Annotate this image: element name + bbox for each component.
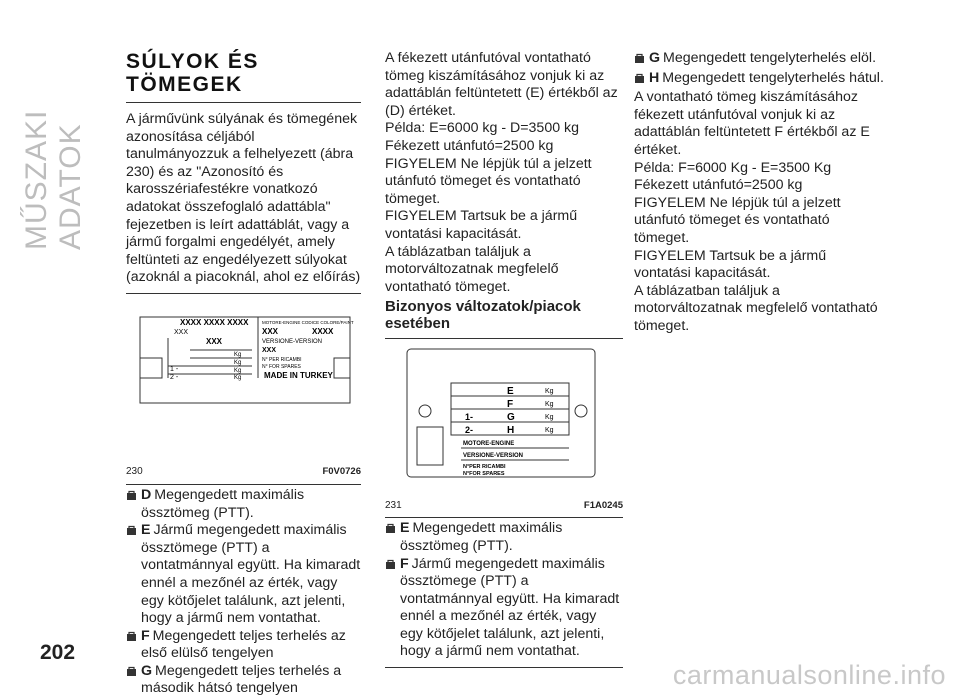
plate-row-1: 1 - (170, 365, 179, 373)
paragraph: A táblázatban találjuk a motorváltozatnak megfelelő vontatható tömeget. (634, 282, 878, 334)
paragraph: FIGYELEM Ne lépjük túl a jelzett utánfutó tömeget és vontatható tömeget. (385, 155, 592, 207)
legend-item (126, 487, 361, 522)
weight-plate-diagram (126, 312, 361, 462)
legend-item (634, 50, 884, 70)
figure-number: 230 (126, 466, 143, 478)
bullet-icon (126, 665, 138, 683)
legend-text: Jármű megengedett maximális össztömege (PTT) a vontatmánnyal együtt. Ha kimaradt ennél a mezőnél az érték, vagy egy kötőjelet találunk, azt jelenti, hogy a jármű nem vontathat. (400, 555, 620, 660)
plate-kg: Kg (234, 374, 242, 381)
figure-caption (126, 463, 361, 481)
plate-paint-xxxx: XXXX (312, 326, 334, 336)
plate-engine-xxx: XXX (262, 326, 279, 336)
plate-kg: Kg (234, 359, 242, 366)
legend-item (126, 628, 361, 663)
plate-ricambi-label: N°PER RICAMBI (463, 464, 506, 471)
plate-label-g: G (507, 412, 515, 424)
plate-kg: Kg (234, 351, 242, 358)
plate-spares-label: N° FOR SPARES (262, 363, 301, 370)
bullet-icon (126, 524, 138, 542)
legend-key: E (400, 520, 410, 537)
legend-text: Megengedett teljes terhelés az első elülső tengelyen (141, 627, 346, 662)
paragraph: A fékezett utánfutóval vontatható tömeg kiszámításához vonjuk ki az adattáblán feltüntetett (E) értékből az (D) értéket. (385, 50, 618, 119)
legend-list (385, 520, 623, 661)
column-2 (385, 50, 623, 668)
paragraph: A táblázatban találjuk a motorváltozatnak megfelelő vontatható tömeget. (385, 243, 559, 295)
plate-row-1: 1- (465, 412, 474, 423)
column-3 (634, 50, 884, 336)
paragraph: Példa: F=6000 Kg - E=3500 Kg (634, 159, 832, 176)
legend-item (126, 663, 361, 698)
legend-key: G (649, 50, 661, 66)
plate-spares-label: N°FOR SPARES (463, 471, 505, 478)
figure-number: 231 (385, 499, 402, 511)
plate-hole (419, 405, 431, 417)
legend-item (385, 520, 623, 555)
bullet-icon (385, 558, 397, 576)
plate-engine-header: MOTORE-ENGINE CODICE COLORE/PAINT (262, 319, 354, 325)
plate-engine-label: MOTORE-ENGINE (463, 441, 515, 448)
legend-key: E (141, 522, 151, 539)
legend-text: Megengedett teljes terhelés a második hátsó tengelyen (141, 662, 342, 697)
paragraph: FIGYELEM Tartsuk be a jármű vontatási kapacitását. (634, 247, 827, 282)
plate-kg: Kg (234, 367, 242, 374)
bullet-icon (634, 72, 646, 90)
subheading: Bizonyos változatok/piacok esetében (385, 298, 623, 339)
legend-text: Megengedett tengelyterhelés hátul. (662, 69, 884, 86)
plate-label-f: F (507, 399, 514, 411)
plate-version-label: VERSIONE-VERSION (463, 453, 524, 460)
plate-row-2: 2- (465, 425, 474, 436)
legend-text: Jármű megengedett maximális össztömege (PTT) a vontatmánnyal együtt. Ha kimaradt ennél a mezőnél az érték, vagy egy kötőjelet találunk, azt jelenti, hogy a jármű nem vontathat. (141, 522, 361, 627)
legend-item (634, 70, 884, 90)
figure-caption (385, 497, 623, 515)
paragraph: Fékezett utánfutó=2500 kg (634, 177, 803, 194)
plate-label-h: H (507, 425, 515, 437)
plate-label-e: E (507, 386, 514, 398)
divider (385, 667, 623, 668)
legend-text: Megengedett maximális össztömeg (PTT). (400, 520, 563, 554)
plate-version-xxx: XXX (262, 346, 277, 354)
bullet-icon (126, 630, 138, 648)
legend-key: D (141, 486, 152, 503)
paragraph: Példa: E=6000 kg - D=3500 kg (385, 120, 580, 137)
section-heading: SÚLYOK ÉS TÖMEGEK (126, 50, 361, 103)
figure-code: F0V0726 (322, 466, 361, 478)
plate-version-label: VERSIONE-VERSION (262, 338, 323, 345)
plate-row-2: 2 - (170, 373, 179, 381)
plate-ricambi-label: N° PER RICAMBI (262, 356, 302, 363)
figure-231 (385, 345, 623, 518)
plate-xxx-mid: XXX (206, 336, 223, 346)
plate-kg: Kg (545, 427, 554, 435)
column-1 (126, 50, 361, 698)
legend-key: H (649, 69, 660, 86)
legend-list (126, 487, 361, 698)
plate-kg: Kg (545, 388, 554, 396)
bullet-icon (126, 489, 138, 507)
section-side-title: MŰSZAKI ADATOK (20, 109, 87, 250)
legend-text: Megengedett maximális össztömeg (PTT). (141, 486, 305, 521)
legend-item (385, 556, 623, 662)
page-number: 202 (40, 641, 76, 664)
footer-watermark: carmanualsonline.info (672, 660, 946, 690)
plate-made-in: MADE IN TURKEY (264, 370, 333, 380)
legend-text: Megengedett tengelyterhelés elöl. (663, 50, 877, 66)
bullet-icon (385, 522, 397, 540)
paragraph: FIGYELEM Tartsuk be a jármű vontatási kapacitását. (385, 208, 578, 242)
legend-item (126, 522, 361, 628)
plate-right-box (334, 358, 350, 378)
plate-kg: Kg (545, 401, 554, 409)
legend-key: F (400, 555, 409, 572)
divider (126, 293, 361, 294)
plate-xxx-small: XXX (174, 328, 189, 336)
figure-230 (126, 312, 361, 485)
paragraph: Fékezett utánfutó=2500 kg (385, 137, 554, 154)
weight-plate-diagram (385, 345, 623, 495)
plate-kg: Kg (545, 414, 554, 422)
plate-left-box (140, 358, 162, 378)
plate-left-box (417, 427, 443, 465)
legend-key: F (141, 627, 150, 644)
figure-code: F1A0245 (583, 499, 623, 511)
paragraph: A vontatható tömeg kiszámításához fékezett utánfutóval vonjuk ki az adattáblán feltüntetett F értékből az E értéket. (634, 89, 870, 158)
intro-paragraph: A járművünk súlyának és tömegének azonosítása céljából tanulmányozzuk a felhelyezett (ábra 230) és az "Azonosító és karosszériafestékre vonatkozó adatokat összefoglaló adattábla" fejezetben is leírt adattáblát, vagy a jármű forgalmi engedélyét, amely feltünteti az engedélyezett súlyokat (azoknál a piacoknál, ahol ez előírás) (126, 111, 361, 286)
plate-top-xxx: XXXX XXXX XXXX (180, 317, 249, 327)
bullet-icon (634, 52, 646, 70)
plate-hole (575, 405, 587, 417)
legend-key: G (141, 662, 153, 679)
paragraph: FIGYELEM Ne lépjük túl a jelzett utánfutó tömeget és vontatható tömeget. (634, 194, 841, 246)
